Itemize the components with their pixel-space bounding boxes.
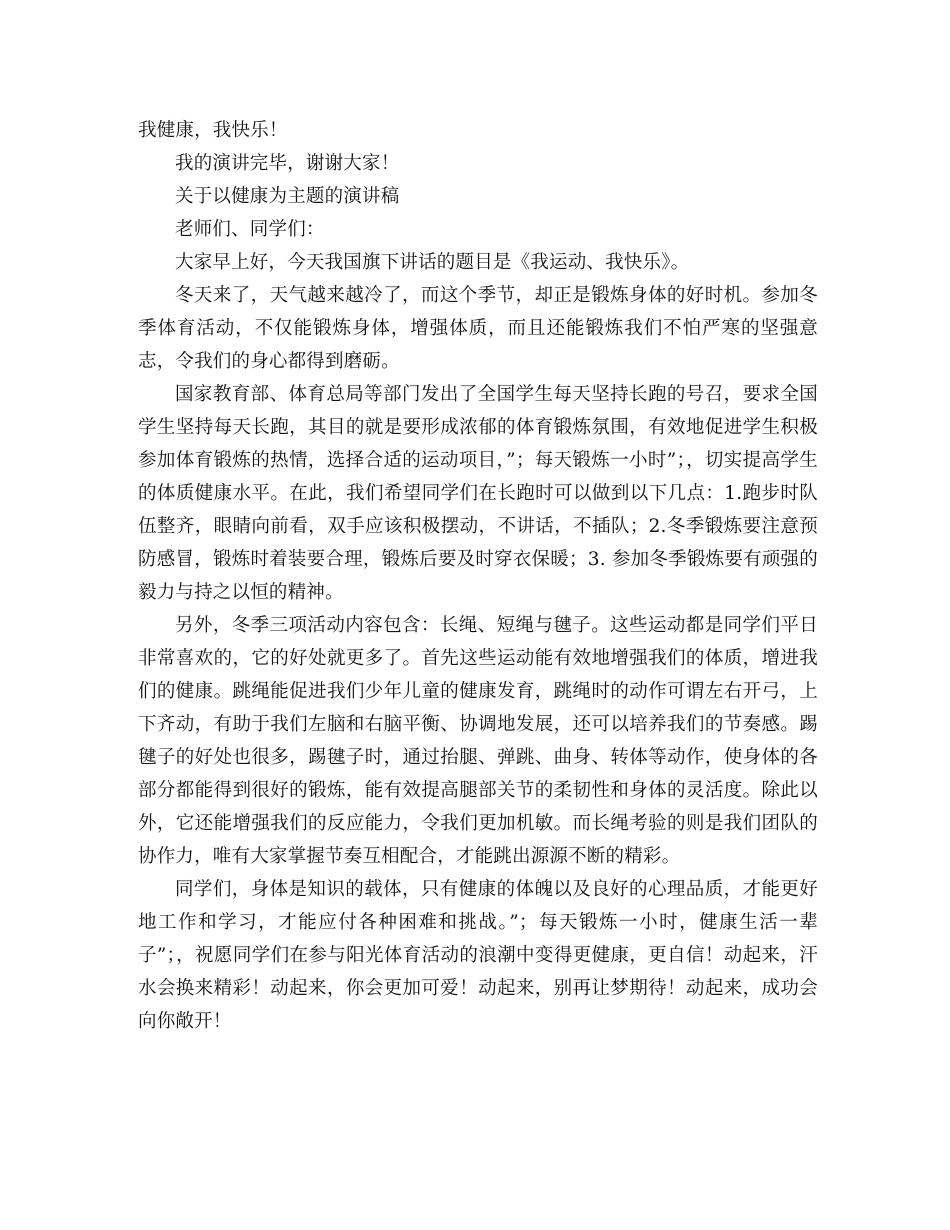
paragraph-activities: 另外，冬季三项活动内容包含：长绳、短绳与毽子。这些运动都是同学们平日非常喜欢的，它的好处就更多了。首先这些运动能有效地增强我们的体质，增进我们的健康。跳绳能促进我们少年儿童的健康发育，跳绳时的动作可谓左右开弓，上下齐动，有助于我们左脑和右脑平衡、协调地发展，还可以培养我们的节奏感。踢毽子的好处也很多，踢毽子时，通过抬腿、弹跳、曲身、转体等动作，使身体的各部分都能得到很好的锻炼，能有效提高腿部关节的柔韧性和身体的灵活度。除此以外，它还能增强我们的反应能力，令我们更加机敏。而长绳考验的则是我们团队的协作力，唯有大家掌握节奏互相配合，才能跳出源源不断的精彩。 <box>138 615 818 867</box>
paragraph-conclusion: 同学们，身体是知识的载体，只有健康的体魄以及良好的心理品质，才能更好地工作和学习，才能应付各种困难和挑战。”；每天锻炼一小时，健康生活一辈子”；，祝愿同学们在参与阳光体育活动的浪潮中变得更健康，更自信！动起来，汗水会换来精彩！动起来，你会更加可爱！动起来，别再让梦期待！动起来，成功会向你敞开！ <box>138 879 818 1032</box>
paragraph-winter: 冬天来了，天气越来越冷了，而这个季节，却正是锻炼身体的好时机。参加冬季体育活动，不仅能锻炼身体，增强体质，而且还能锻炼我们不怕严寒的坚强意志，令我们的身心都得到磨砺。 <box>138 285 818 372</box>
paragraph-greeting: 大家早上好，今天我国旗下讲话的题目是《我运动、我快乐》。 <box>175 252 690 273</box>
paragraph-closing-line: 我健康，我快乐！ <box>138 120 288 141</box>
salutation: 老师们、同学们： <box>175 219 325 240</box>
paragraph-thanks: 我的演讲完毕，谢谢大家！ <box>175 153 400 174</box>
paragraph-running: 国家教育部、体育总局等部门发出了全国学生每天坚持长跑的号召，要求全国学生坚持每天长跑，其目的就是要形成浓郁的体育锻炼氛围，有效地促进学生积极参加体育锻炼的热情，选择合适的运动项目，”；每天锻炼一小时”；，切实提高学生的体质健康水平。在此，我们希望同学们在长跑时可以做到以下几点：1.跑步时队伍整齐，眼睛向前看，双手应该积极摆动，不讲话，不插队；2.冬季锻炼要注意预防感冒，锻炼时着装要合理，锻炼后要及时穿衣保暖；3. 参加冬季锻炼要有顽强的毅力与持之以恒的精神。 <box>138 384 818 603</box>
document-body <box>138 114 818 1038</box>
speech-title: 关于以健康为主题的演讲稿 <box>175 186 400 207</box>
